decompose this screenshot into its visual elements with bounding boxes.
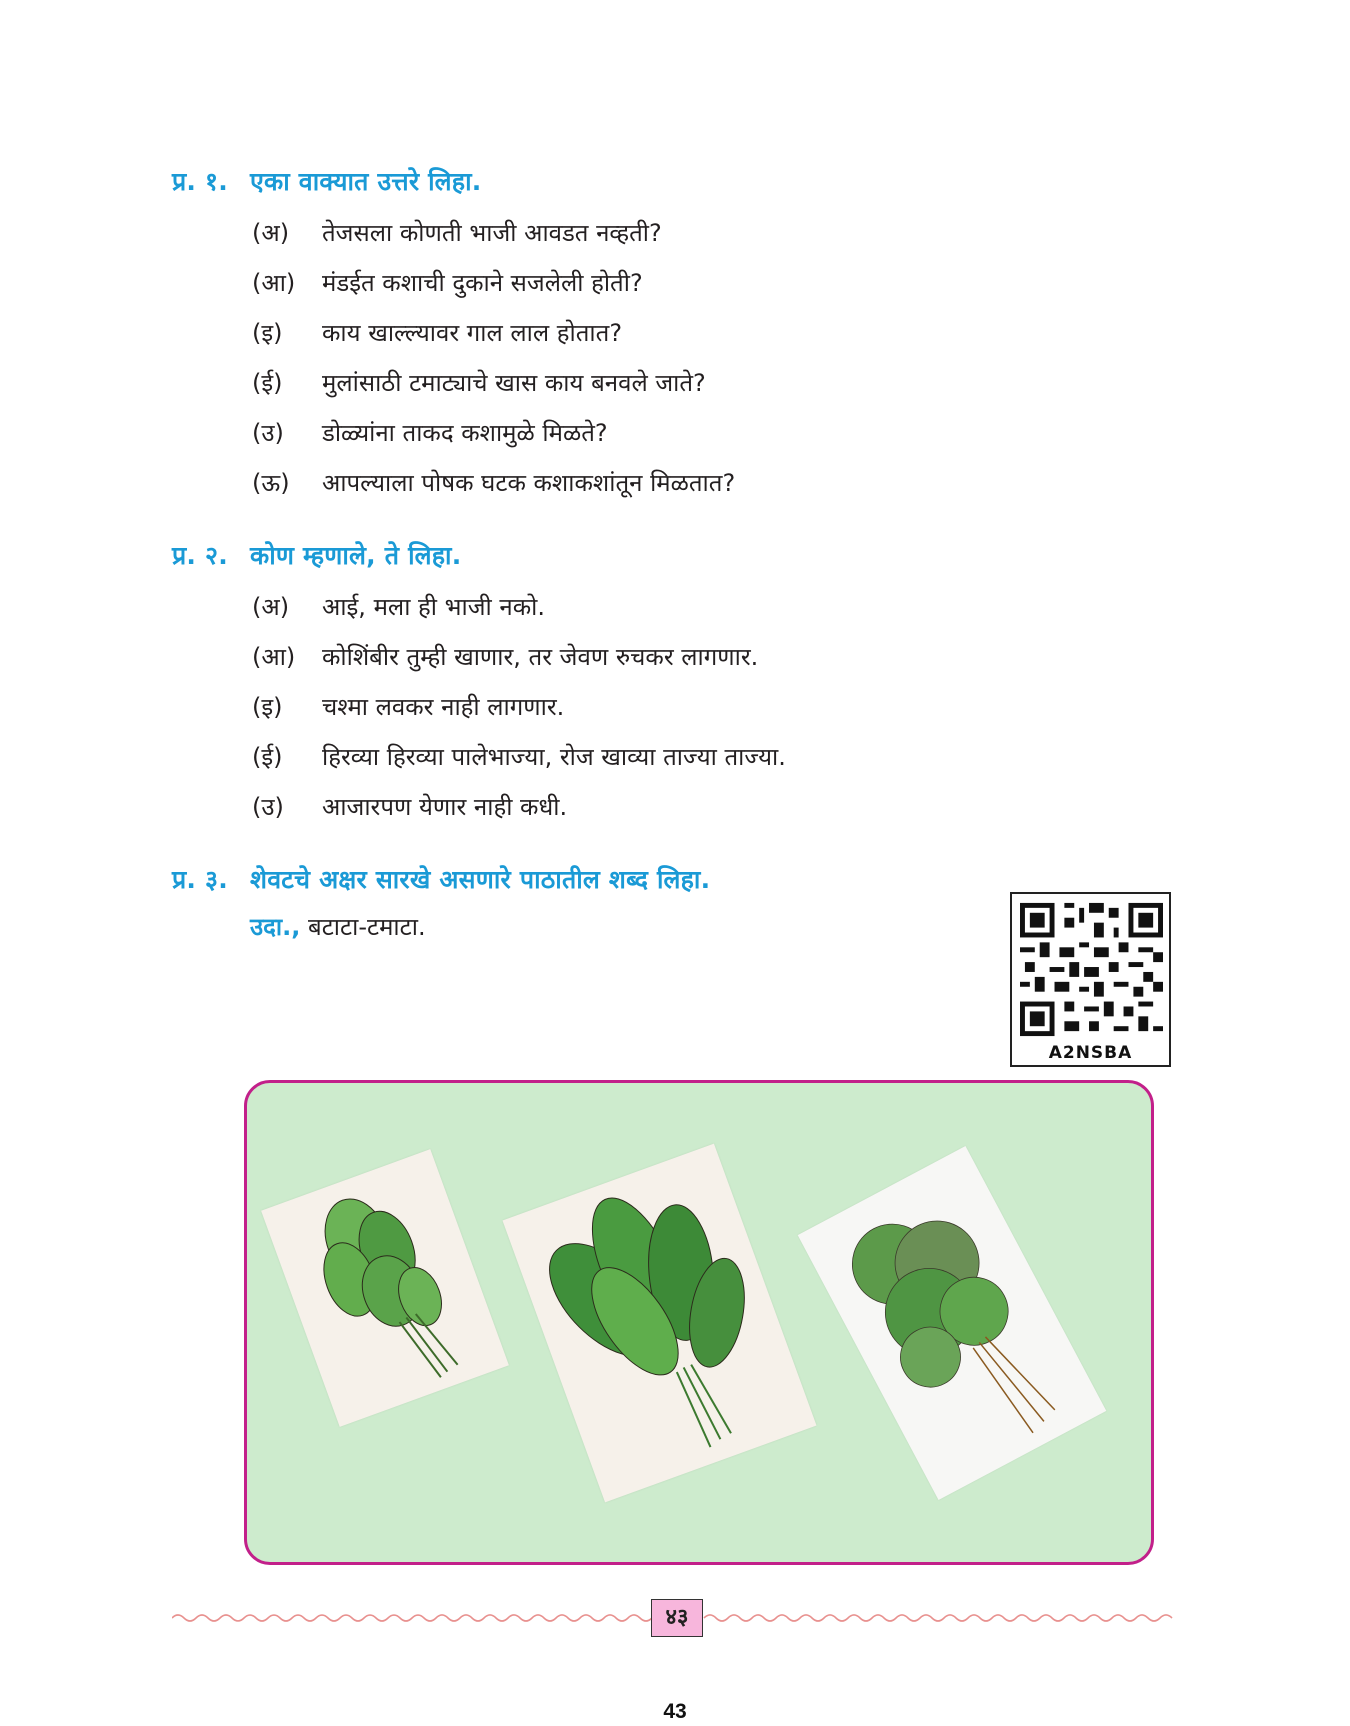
fenugreek-icon xyxy=(798,1146,1107,1500)
leafy-greens-image-1 xyxy=(261,1149,509,1427)
spinach-image xyxy=(502,1144,816,1503)
item-label: (इ) xyxy=(252,319,283,347)
example-line xyxy=(250,910,426,943)
question-number: प्र. २. xyxy=(172,541,228,570)
item-text: तेजसला कोणती भाजी आवडत नव्हती? xyxy=(322,219,662,247)
item-label: (अ) xyxy=(252,219,290,247)
item-label: (उ) xyxy=(252,419,284,447)
q2-item xyxy=(252,690,564,723)
item-text: चश्मा लवकर नाही लागणार. xyxy=(322,693,565,721)
q1-item xyxy=(252,416,608,449)
q2-item xyxy=(252,790,567,823)
question-1-heading xyxy=(172,164,481,198)
item-label: (ई) xyxy=(252,369,283,397)
marathi-page-number: ४३ xyxy=(651,1599,703,1637)
item-label: (आ) xyxy=(252,643,296,671)
q2-item xyxy=(252,740,786,773)
item-label: (आ) xyxy=(252,269,296,297)
spinach-icon xyxy=(502,1144,816,1503)
question-2-heading xyxy=(172,538,461,572)
illustration-box xyxy=(244,1080,1154,1565)
q1-item xyxy=(252,316,622,349)
item-label: (ई) xyxy=(252,743,283,771)
q1-item xyxy=(252,466,735,499)
q1-item xyxy=(252,366,706,399)
example-text: बटाटा-टमाटा. xyxy=(300,913,426,941)
item-label: (अ) xyxy=(252,593,290,621)
item-text: हिरव्या हिरव्या पालेभाज्या, रोज खाव्या ताज्या ताज्या. xyxy=(322,743,786,771)
item-text: आजारपण येणार नाही कधी. xyxy=(322,793,568,821)
question-title: एका वाक्यात उत्तरे लिहा. xyxy=(250,167,482,196)
qr-code[interactable] xyxy=(1010,892,1171,1067)
fenugreek-image xyxy=(798,1146,1107,1500)
page-number: 43 xyxy=(663,1700,687,1723)
leafy-greens-icon xyxy=(261,1149,509,1427)
item-text: डोळ्यांना ताकद कशामुळे मिळते? xyxy=(322,419,608,447)
item-text: काय खाल्ल्यावर गाल लाल होतात? xyxy=(322,319,623,347)
example-label: उदा., xyxy=(250,913,301,941)
item-label: (उ) xyxy=(252,793,284,821)
item-text: आई, मला ही भाजी नको. xyxy=(322,593,545,621)
item-label: (ऊ) xyxy=(252,469,290,497)
question-number: प्र. १. xyxy=(172,167,228,196)
question-title: शेवटचे अक्षर सारखे असणारे पाठातील शब्द लिहा. xyxy=(250,865,711,894)
item-label: (इ) xyxy=(252,693,283,721)
qr-code-label: A2NSBA xyxy=(1048,1043,1133,1063)
q2-item xyxy=(252,640,758,673)
item-text: आपल्याला पोषक घटक कशाकशांतून मिळतात? xyxy=(322,469,736,497)
item-text: मुलांसाठी टमाट्याचे खास काय बनवले जाते? xyxy=(322,369,706,397)
item-text: कोशिंबीर तुम्ही खाणार, तर जेवण रुचकर लागणार. xyxy=(322,643,759,671)
q1-item xyxy=(252,216,662,249)
question-3-heading xyxy=(172,862,710,896)
qr-pattern-icon xyxy=(1020,902,1163,1037)
question-title: कोण म्हणाले, ते लिहा. xyxy=(250,541,462,570)
item-text: मंडईत कशाची दुकाने सजलेली होती? xyxy=(322,269,643,297)
q2-item xyxy=(252,590,545,623)
question-number: प्र. ३. xyxy=(172,865,228,894)
q1-item xyxy=(252,266,643,299)
